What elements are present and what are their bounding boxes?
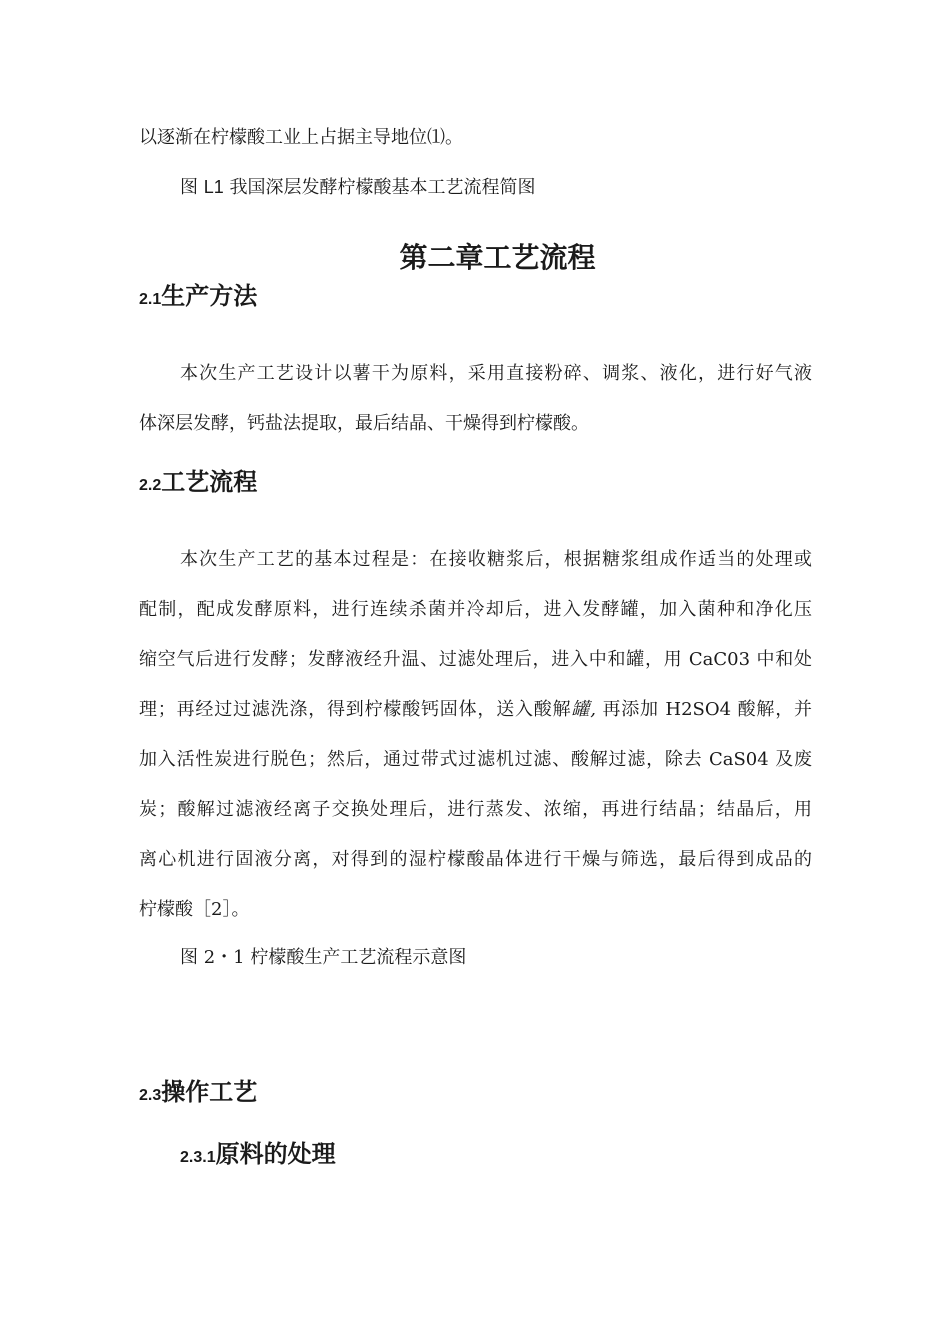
paragraph-fragment: 再添加 H2SO4 酸解，并 — [595, 699, 812, 720]
paragraph-line: 缩空气后进行发酵；发酵液经升温、过滤处理后，进入中和罐，用 CaC03 中和处 — [139, 649, 812, 670]
figure-caption-2-1: 图 2・1 柠檬酸生产工艺流程示意图 — [180, 947, 467, 968]
section-title: 操作工艺 — [161, 1078, 258, 1106]
figure-caption-prefix: 图 — [180, 177, 204, 198]
paragraph-line: 配制，配成发酵原料，进行连续杀菌并冷却后，进入发酵罐，加入菌种和净化压 — [139, 599, 812, 620]
section-heading-2-3 — [139, 1076, 257, 1112]
section-heading-2-2 — [139, 466, 257, 502]
paragraph-fragment: 理；再经过过滤洗涤，得到柠檬酸钙固体，送入酸解 — [139, 699, 572, 720]
paragraph-line: 柠檬酸［2］。 — [139, 899, 250, 920]
paragraph-line: 离心机进行固液分离，对得到的湿柠檬酸晶体进行干燥与筛选，最后得到成品的 — [139, 849, 812, 870]
continuation-line: 以逐渐在柠檬酸工业上占据主导地位⑴。 — [139, 127, 463, 148]
section-2-1-paragraph — [139, 362, 812, 462]
paragraph-line: 本次生产工艺的基本过程是：在接收糖浆后，根据糖浆组成作适当的处理或 — [180, 549, 812, 570]
paragraph-line: 体深层发酵，钙盐法提取，最后结晶、干燥得到柠檬酸。 — [139, 413, 589, 434]
paragraph-line: 炭；酸解过滤液经离子交换处理后，进行蒸发、浓缩，再进行结晶；结晶后，用 — [139, 799, 812, 820]
subsection-heading-2-3-1 — [180, 1138, 336, 1174]
paragraph-line-with-italic — [139, 698, 812, 748]
section-heading-2-1 — [139, 280, 257, 316]
paragraph-line: 加入活性炭进行脱色；然后，通过带式过滤机过滤、酸解过滤，除去 CaS04 及废 — [139, 749, 812, 770]
paragraph-line: 本次生产工艺设计以薯干为原料，采用直接粉碎、调浆、液化，进行好气液 — [180, 363, 812, 384]
section-number: 2.2 — [139, 477, 162, 494]
section-number: 2.3 — [139, 1087, 162, 1104]
section-2-2-paragraph — [139, 548, 812, 948]
figure-caption-1-1 — [180, 175, 536, 200]
figure-caption-label: L1 — [203, 177, 224, 197]
subsection-number: 2.3.1 — [180, 1149, 216, 1166]
section-title: 生产方法 — [161, 282, 258, 310]
paragraph-fragment-italic: 罐, — [571, 699, 596, 720]
section-number: 2.1 — [139, 291, 162, 308]
section-title: 工艺流程 — [161, 468, 258, 496]
subsection-title: 原料的处理 — [215, 1140, 336, 1168]
figure-caption-text: 我国深层发酵柠檬酸基本工艺流程简图 — [223, 177, 536, 198]
chapter-title: 第二章工艺流程 — [399, 241, 596, 274]
